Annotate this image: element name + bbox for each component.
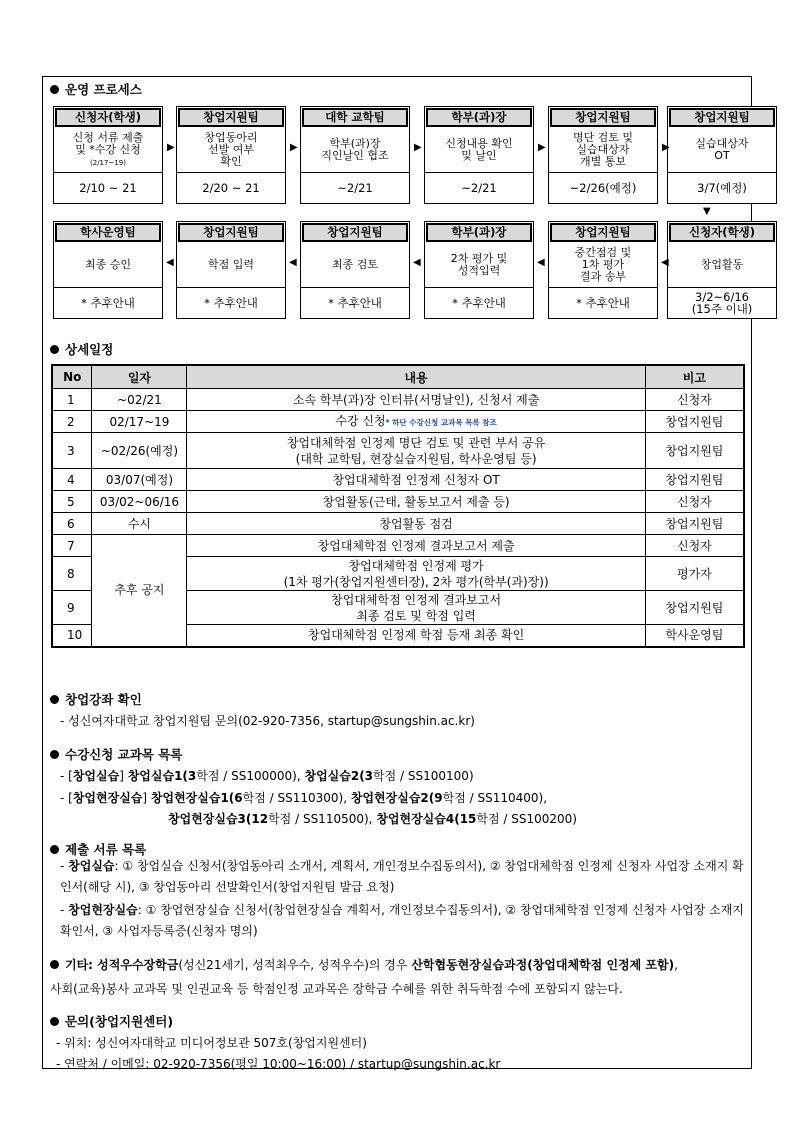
process-step-description-text: 명단 검토 및 실습대상자 개별 통보 xyxy=(572,131,634,168)
process-step-title: 신청자(학생) xyxy=(669,223,775,242)
cell-no: 2 xyxy=(52,411,92,433)
arrow-right-icon: ▶ xyxy=(414,142,422,153)
process-step-description-text: 중간점검 및 1차 평가 결과 송부 xyxy=(574,246,632,283)
process-step-description-text: 실습대상자 OT xyxy=(695,137,749,162)
process-step-title: 학부(과)장 xyxy=(426,108,532,127)
process-step-row2-1 xyxy=(53,221,163,319)
process-step-title: 창업지원팀 xyxy=(550,223,656,242)
process-step-date: ~2/26(예정) xyxy=(569,181,637,195)
cell-date: ~02/21 xyxy=(92,389,187,411)
cell-no: 7 xyxy=(52,535,92,557)
cell-note: 신청자 xyxy=(645,389,744,411)
process-step-description xyxy=(425,243,533,288)
process-step-row2-4 xyxy=(424,221,534,319)
process-step-description xyxy=(301,243,409,288)
process-step-row1-4 xyxy=(424,106,534,204)
process-step-description xyxy=(668,243,776,288)
process-step-description-text: 최종 검토 xyxy=(331,258,378,271)
cell-no: 4 xyxy=(52,469,92,491)
process-step-title: 창업지원팀 xyxy=(178,108,284,127)
cell-note: 학사운영팀 xyxy=(645,625,744,647)
process-step-date: 3/2~6/16 (15주 이내) xyxy=(691,290,753,316)
header-date: 일자 xyxy=(92,365,187,389)
cell-date: 수시 xyxy=(92,513,187,535)
contact-heading: 문의(창업지원센터) xyxy=(50,1012,173,1030)
process-step-row2-6 xyxy=(667,221,777,319)
arrow-right-icon: ▶ xyxy=(290,142,298,153)
cell-date: 03/07(예정) xyxy=(92,469,187,491)
arrow-left-icon: ◀ xyxy=(166,257,174,268)
process-step-date: * 추후안내 xyxy=(81,296,135,310)
table-row xyxy=(52,389,744,411)
cell-no: 10 xyxy=(52,625,92,647)
cell-date: ~02/26(예정) xyxy=(92,433,187,469)
process-step-row1-3 xyxy=(300,106,410,204)
process-heading: 운영 프로세스 xyxy=(50,80,142,98)
cell-content xyxy=(187,557,645,591)
cell-note: 신청자 xyxy=(645,535,744,557)
table-header-row xyxy=(52,365,744,389)
table-row xyxy=(52,513,744,535)
process-step-row1-5 xyxy=(548,106,658,204)
process-step-description xyxy=(301,128,409,173)
cell-note: 창업지원팀 xyxy=(645,433,744,469)
process-step-description xyxy=(549,243,657,288)
process-step-description xyxy=(425,128,533,173)
process-step-title: 창업지원팀 xyxy=(669,108,775,127)
course-check-line: - 성신여자대학교 창업지원팀 문의(02-920-7356, startup@sungshin.ac.kr) xyxy=(60,714,475,728)
process-step-row2-2 xyxy=(176,221,286,319)
arrow-left-icon: ◀ xyxy=(661,257,669,268)
course-list-heading: 수강신청 교과목 목록 xyxy=(50,745,182,763)
cell-date: 03/02~06/16 xyxy=(92,491,187,513)
process-step-description-text: 2차 평가 및 성적입력 xyxy=(450,252,508,277)
process-step-description xyxy=(177,243,285,288)
process-step-note: (2/17~19) xyxy=(90,158,126,167)
course-check-heading: 창업강좌 확인 xyxy=(50,690,142,708)
cell-no: 6 xyxy=(52,513,92,535)
bullet-icon xyxy=(50,960,59,969)
process-step-description-text: 학부(과)장 직인날인 협조 xyxy=(321,137,389,162)
process-step-description xyxy=(54,243,162,288)
process-step-title: 대학 교학팀 xyxy=(302,108,408,127)
bullet-icon xyxy=(50,845,59,854)
cell-content-text: 창업대체학점 인정제 결과보고서 제출 xyxy=(317,538,515,553)
cell-content-text: 창업대체학점 인정제 학점 등재 최종 확인 xyxy=(308,628,525,643)
process-step-description-text: 학점 입력 xyxy=(207,258,254,271)
documents-item-1: - 창업실습: ① 창업실습 신청서(창업동아리 소개서, 계획서, 개인정보수집동의서), ② 창업대체학점 인정제 신청자 사업장 소재지 확인서(해당 시), ③ 창업동아리 선발확인서(창업지원팀 발급 요청) xyxy=(60,859,744,894)
etc-note: 기타: 성적우수장학금(성신21세기, 성적최우수, 성적우수)의 경우 산학협동현장실습과정(창업대체학점 인정제 포함), xyxy=(50,955,750,976)
process-step-title: 학사운영팀 xyxy=(55,223,161,242)
bullet-icon xyxy=(50,345,59,354)
process-step-row2-3 xyxy=(300,221,410,319)
process-step-date: * 추후안내 xyxy=(576,296,630,310)
process-step-title: 창업지원팀 xyxy=(178,223,284,242)
process-step-date: 3/7(예정) xyxy=(697,181,747,195)
arrow-left-icon: ◀ xyxy=(289,257,297,268)
etc-note-line-2: 사회(교육)봉사 교과목 및 인권교육 등 학점인정 교과목은 장학금 수혜를 위한 취득학점 수에 포함되지 않는다. xyxy=(50,982,623,996)
cell-content-text: 수강 신청 xyxy=(335,413,386,428)
cell-note: 창업지원팀 xyxy=(645,591,744,625)
cell-content-text: 소속 학부(과)장 인터뷰(서명날인), 신청서 제출 xyxy=(292,392,540,407)
process-step-date: * 추후안내 xyxy=(452,296,506,310)
process-step-title: 학부(과)장 xyxy=(426,223,532,242)
cell-note: 창업지원팀 xyxy=(645,411,744,433)
cell-content-note: * 하단 수강신청 교과목 목록 참조 xyxy=(385,417,497,427)
process-step-description xyxy=(54,128,162,173)
cell-content xyxy=(187,491,645,513)
process-step-title: 신청자(학생) xyxy=(55,108,161,127)
cell-content-text: 창업활동(근태, 활동보고서 제출 등) xyxy=(322,494,510,509)
header-content: 내용 xyxy=(187,365,645,389)
arrow-right-icon: ▶ xyxy=(538,142,546,153)
cell-note: 창업지원팀 xyxy=(645,513,744,535)
schedule-heading: 상세일정 xyxy=(50,340,113,358)
process-step-description-text: 신청내용 확인 및 날인 xyxy=(445,137,513,162)
process-step-description-text: 창업동아리 선발 여부 확인 xyxy=(204,131,258,168)
process-step-description-text: 창업활동 xyxy=(700,258,744,271)
table-row xyxy=(52,535,744,557)
process-step-date: ~2/21 xyxy=(461,181,497,195)
process-step-date: 2/20 ~ 21 xyxy=(202,181,260,195)
table-row xyxy=(52,411,744,433)
cell-content xyxy=(187,535,645,557)
course-list-line-3: 창업현장실습3(12학점 / SS110500), 창업현장실습4(15학점 / SS100200) xyxy=(168,812,577,826)
contact-phone-email: - 연락처 / 이메일: 02-920-7356(평일 10:00~16:00) / startup@sungshin.ac.kr xyxy=(56,1057,501,1071)
arrow-down-icon: ▼ xyxy=(703,206,711,217)
process-step-description xyxy=(177,128,285,173)
bullet-icon xyxy=(50,695,59,704)
cell-content xyxy=(187,625,645,647)
cell-date: 추후 공지 xyxy=(92,535,187,647)
cell-content-text: 창업대체학점 인정제 명단 검토 및 관련 부서 공유 (대학 교학팀, 현장실습지원팀, 학사운영팀 등) xyxy=(286,435,546,466)
course-list-line-2: - [창업현장실습] 창업현장실습1(6학점 / SS110300), 창업현장실습2(9학점 / SS110400), xyxy=(60,791,548,805)
process-step-row2-5 xyxy=(548,221,658,319)
cell-content xyxy=(187,389,645,411)
schedule-table xyxy=(51,364,745,648)
process-step-description xyxy=(549,128,657,173)
bullet-icon xyxy=(50,1017,59,1026)
documents-heading: 제출 서류 목록 xyxy=(50,840,146,858)
process-step-date: * 추후안내 xyxy=(328,296,382,310)
cell-content xyxy=(187,591,645,625)
course-list-line-1: - [창업실습] 창업실습1(3학점 / SS100000), 창업실습2(3학점 / SS100100) xyxy=(60,769,474,783)
table-row xyxy=(52,433,744,469)
table-row xyxy=(52,469,744,491)
arrow-right-icon: ▶ xyxy=(662,142,670,153)
cell-note: 평가자 xyxy=(645,557,744,591)
cell-no: 8 xyxy=(52,557,92,591)
process-step-description xyxy=(668,128,776,173)
table-row xyxy=(52,491,744,513)
cell-content xyxy=(187,469,645,491)
process-step-date: 2/10 ~ 21 xyxy=(79,181,137,195)
arrow-left-icon: ◀ xyxy=(413,257,421,268)
process-step-row1-6 xyxy=(667,106,777,204)
process-step-date: * 추후안내 xyxy=(204,296,258,310)
process-step-row1-2 xyxy=(176,106,286,204)
cell-content-text: 창업활동 점검 xyxy=(379,516,453,531)
arrow-right-icon: ▶ xyxy=(167,142,175,153)
cell-content-text: 창업대체학점 인정제 결과보고서 최종 검토 및 학점 입력 xyxy=(331,592,502,623)
process-step-date: ~2/21 xyxy=(337,181,373,195)
process-step-title: 창업지원팀 xyxy=(302,223,408,242)
process-step-description-text: 최종 승인 xyxy=(84,258,131,271)
cell-note: 신청자 xyxy=(645,491,744,513)
process-step-description-text: 신청 서류 제출 및 *수강 신청 xyxy=(72,130,144,156)
cell-content xyxy=(187,513,645,535)
cell-content xyxy=(187,411,645,433)
cell-no: 1 xyxy=(52,389,92,411)
cell-note: 창업지원팀 xyxy=(645,469,744,491)
process-step-row1-1 xyxy=(53,106,163,204)
contact-location: - 위치: 성신여자대학교 미디어정보관 507호(창업지원센터) xyxy=(56,1036,367,1050)
cell-content-text: 창업대체학점 인정제 신청자 OT xyxy=(332,472,500,487)
cell-no: 9 xyxy=(52,591,92,625)
arrow-left-icon: ◀ xyxy=(537,257,545,268)
header-note: 비고 xyxy=(645,365,744,389)
documents-item-2: - 창업현장실습: ① 창업현장실습 신청서(창업현장실습 계획서, 개인정보수집동의서), ② 창업대체학점 인정제 신청자 사업장 소재지 확인서, ③ 사업자등록증(신청자 명의) xyxy=(60,903,744,938)
cell-no: 3 xyxy=(52,433,92,469)
cell-content-text: 창업대체학점 인정제 평가 (1차 평가(창업지원센터장), 2차 평가(학부(과)장)) xyxy=(283,558,549,589)
header-no: No xyxy=(52,365,92,389)
cell-no: 5 xyxy=(52,491,92,513)
process-step-title: 창업지원팀 xyxy=(550,108,656,127)
bullet-icon xyxy=(50,85,59,94)
bullet-icon xyxy=(50,750,59,759)
cell-date: 02/17~19 xyxy=(92,411,187,433)
cell-content xyxy=(187,433,645,469)
